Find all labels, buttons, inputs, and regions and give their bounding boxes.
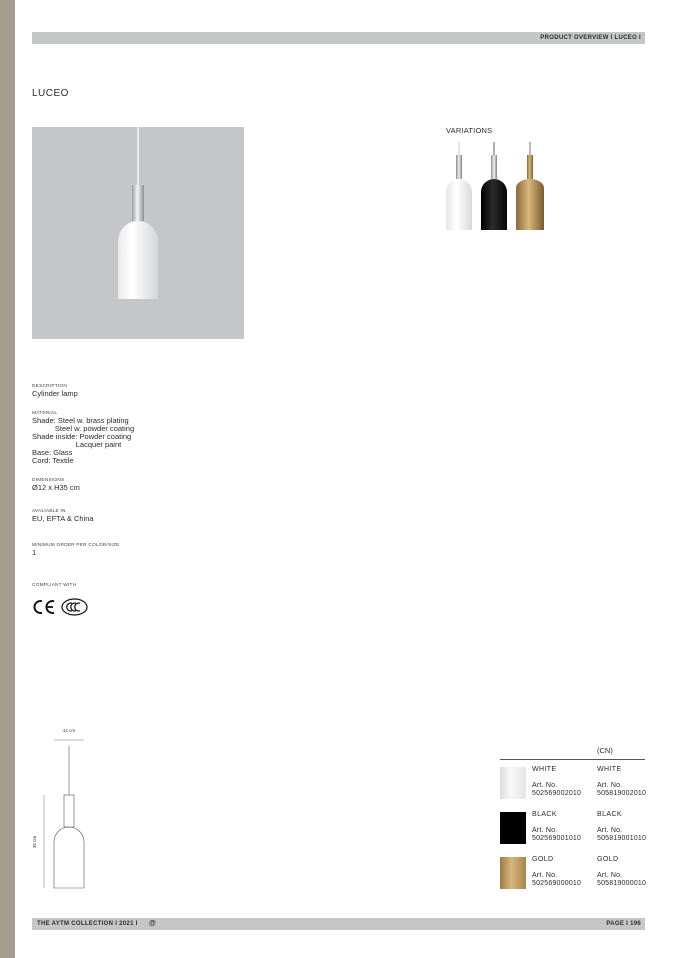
art-no-label: Art. No. [532,781,558,789]
art-no-label: Art. No. [597,781,623,789]
art-no: 502569002010 [532,790,582,797]
color-name: GOLD [532,856,554,863]
art-no: 502569000010 [532,880,582,887]
footer-collection-text: THE AYTM COLLECTION I 2021 I [37,921,138,927]
product-title: LUCEO [32,88,69,99]
footer-bar [32,918,645,930]
ce-mark-icon [32,599,57,615]
spec-description [32,384,78,398]
header-bar [32,32,645,44]
region-header-cn: (CN) [597,746,613,755]
spec-dimensions-label: DIMENSIONS [32,478,65,483]
article-cell [532,856,581,889]
art-no: 505819000010 [597,880,647,887]
spec-minimum-order-value: 1 [32,548,37,557]
header-breadcrumb: PRODUCT OVERVIEW I LUCEO I [540,35,641,41]
color-name: WHITE [597,766,622,773]
art-no-label: Art. No. [532,871,558,879]
art-no-label: Art. No. [597,871,623,879]
spec-compliant-label: COMPLIANT WITH [32,583,77,588]
article-cell [532,766,581,799]
dimension-drawing [26,724,96,894]
art-no-label: Art. No. [532,826,558,834]
article-number-table [500,742,645,892]
spec-material-line: Cord: Textile [32,456,74,465]
spec-material-line: Shade: Steel w. brass plating [32,416,129,425]
spec-description-value: Cylinder lamp [32,389,78,398]
product-photo [32,127,244,339]
spec-material-line: Shade inside: Powder coating [32,432,132,441]
art-no: 505819001010 [597,835,647,842]
height-dimension-label: 35 cm [32,835,37,849]
art-no: 505819002010 [597,790,647,797]
footer-page-number: PAGE I 196 [606,921,641,927]
table-divider [500,759,645,760]
variations-label: VARIATIONS [446,126,493,135]
article-cell [532,811,581,844]
swatch-white [500,767,526,799]
page-edge-stripe [0,0,15,958]
spec-dimensions [32,478,80,492]
swatch-black [500,812,526,844]
spec-material [32,411,134,465]
spec-description-label: DESCRIPTION [32,384,67,389]
spec-dimensions-value: Ø12 x H35 cm [32,483,80,492]
art-no: 502569001010 [532,835,582,842]
variations-image [444,142,559,234]
spec-compliant [32,583,76,589]
spec-available [32,509,94,523]
footer-at-icon: @ [149,920,157,927]
swatch-gold [500,857,526,889]
color-name: WHITE [532,766,557,773]
article-cell [597,766,646,799]
spec-minimum-order [32,543,119,557]
article-cell [597,856,646,889]
width-dimension-label: 12 cm [62,728,76,733]
spec-available-label: AVALIABLE IN [32,509,66,514]
color-name: BLACK [597,811,622,818]
ccc-mark-icon [61,598,88,616]
spec-available-value: EU, EFTA & China [32,514,94,523]
spec-material-line: Steel w. powder coating [32,424,135,433]
color-name: BLACK [532,811,557,818]
spec-material-label: MATERIAL [32,411,58,416]
color-name: GOLD [597,856,619,863]
spec-material-line: Base: Glass [32,448,73,457]
spec-material-line: Lacquer paint [32,440,122,449]
spec-minimum-order-label: MINIMUM ORDER PER COLOR/SIZE [32,543,120,548]
art-no-label: Art. No. [597,826,623,834]
article-cell [597,811,646,844]
